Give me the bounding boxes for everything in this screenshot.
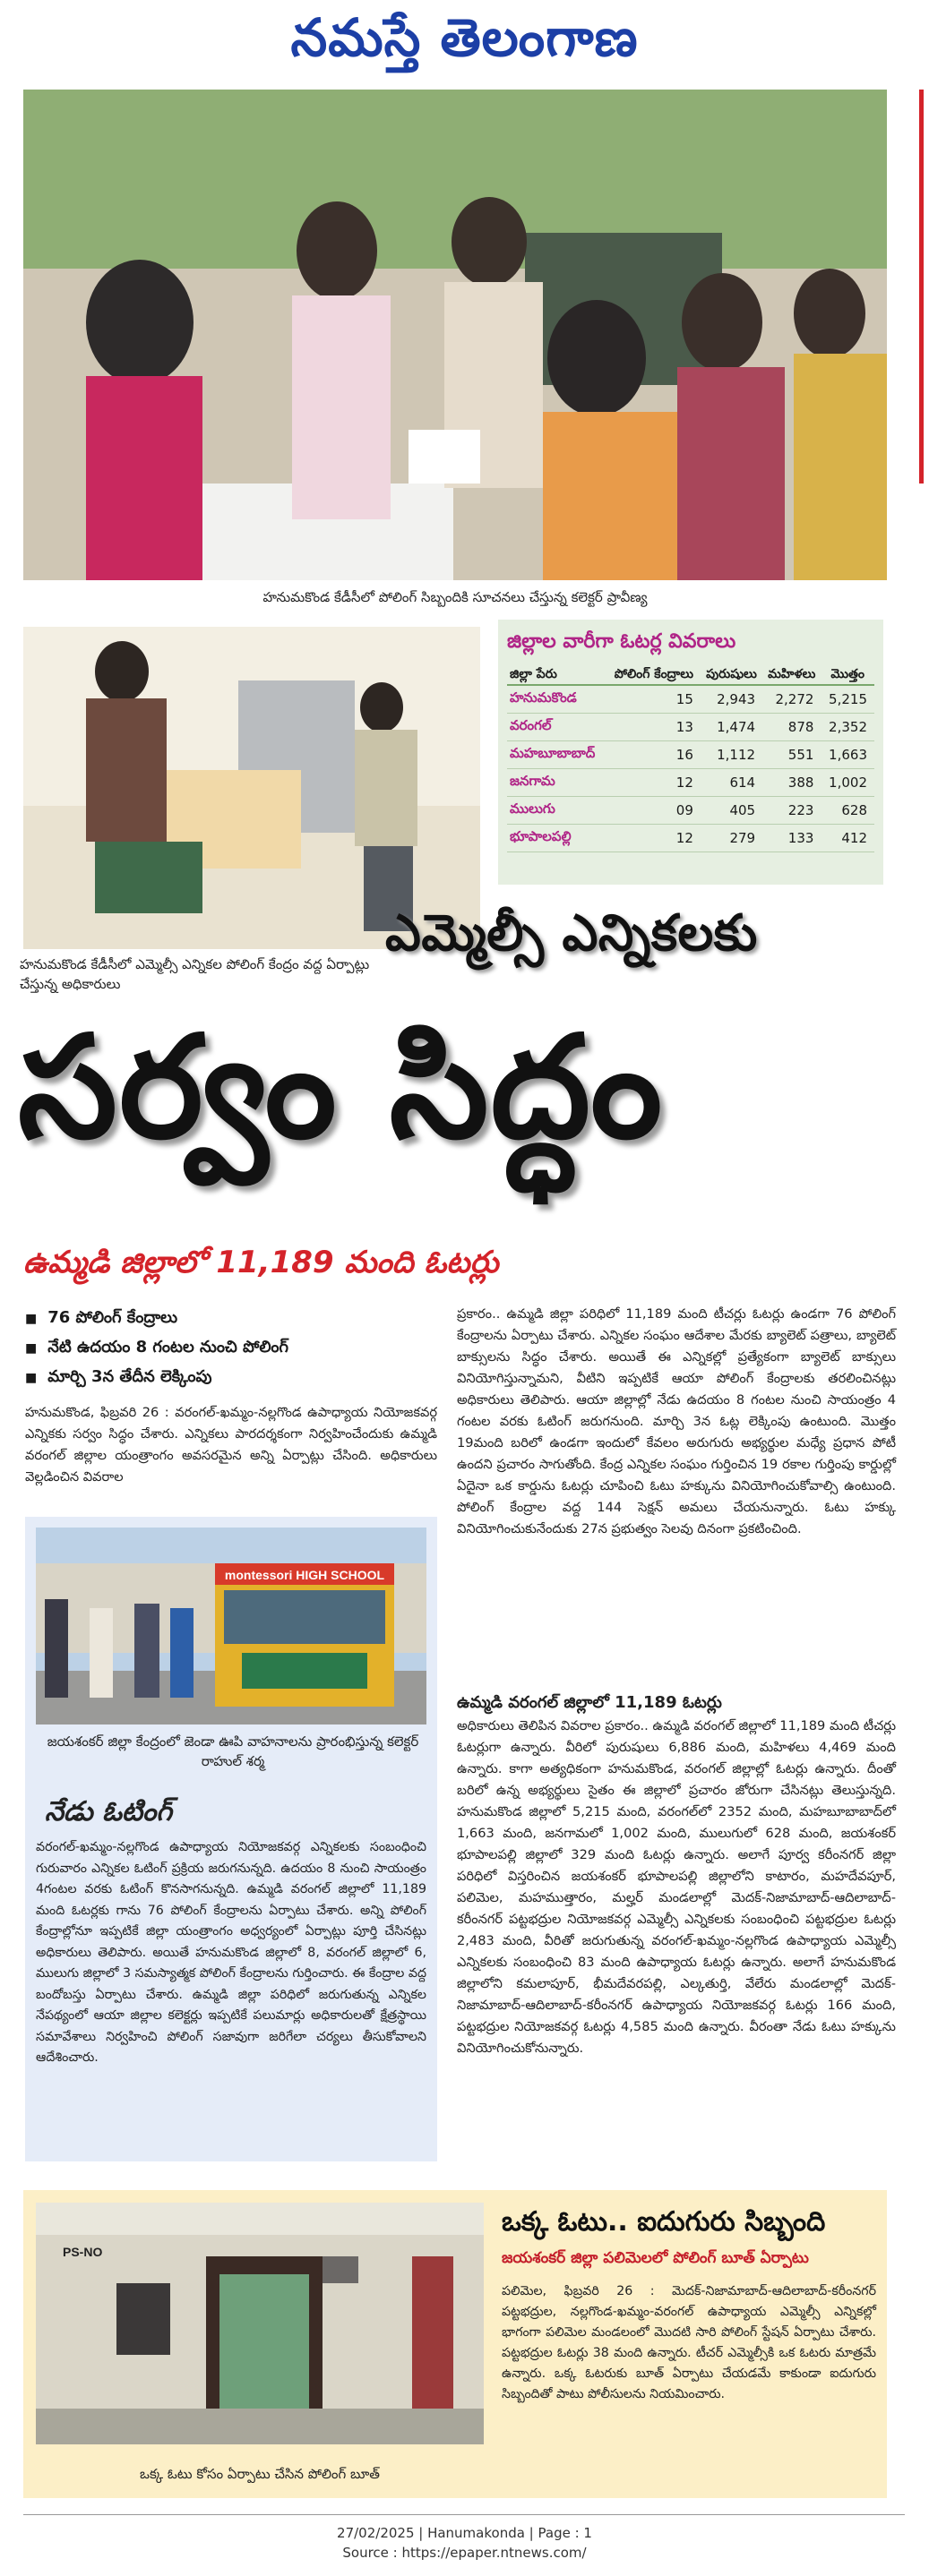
cell-district: మహబూబాబాద్ bbox=[507, 741, 607, 769]
table-row bbox=[507, 797, 874, 825]
cell-centers: 12 bbox=[607, 769, 701, 797]
bullet-item: ■ మార్చి 3న తేదీన లెక్కింపు bbox=[25, 1363, 446, 1392]
cell-centers: 15 bbox=[607, 685, 701, 714]
subheadline: ఎమ్మెల్సీ ఎన్నికలకు bbox=[385, 904, 758, 963]
cell-total: 2,352 bbox=[821, 714, 874, 741]
masthead-title: నమస్తే తెలంగాణ bbox=[290, 6, 639, 68]
cell-centers: 16 bbox=[607, 741, 701, 769]
headline: సర్వం సిద్ధం bbox=[18, 1006, 665, 1170]
intro-paragraph: హనుమకొండ, ఫిబ్రవరి 26 : వరంగల్-ఖమ్మం-నల్లగొండ ఉపాధ్యాయ నియోజకవర్గ ఎన్నికకు సర్వం సిద్ధం చేశారు. ఎన్నికలు పారదర్శకంగా నిర్వహించేందుకు ఉమ్మడి వరంగల్ జిల్లాల యంత్రాంగం అవసరమైన అన్ని ఏర్పాట్లు చేసింది. అధికారులు వెల్లడించిన వివరాల bbox=[25, 1405, 437, 1485]
th-women: మహిళలు bbox=[762, 664, 821, 685]
bus-caption: జయశంకర్ జిల్లా కేంద్రంలో జెండా ఊపి వాహనాలను ప్రారంభిస్తున్న కలెక్టర్ రాహుల్ శర్మ bbox=[47, 1733, 419, 1769]
key-points bbox=[25, 1304, 446, 1392]
voting-today-heading: నేడు ఓటింగ్ bbox=[45, 1796, 172, 1827]
footer-date-line: 27/02/2025 | Hanumakonda | Page : 1 bbox=[337, 2525, 592, 2541]
cell-total: 5,215 bbox=[821, 685, 874, 714]
masthead bbox=[0, 0, 929, 88]
bus-sign: montessori HIGH SCHOOL bbox=[224, 1568, 385, 1582]
cell-women: 551 bbox=[762, 741, 821, 769]
cell-women: 133 bbox=[762, 825, 821, 852]
cell-centers: 13 bbox=[607, 714, 701, 741]
cell-district: హనుమకొండ bbox=[507, 685, 607, 714]
table-row bbox=[507, 825, 874, 852]
table-row bbox=[507, 714, 874, 741]
cell-men: 2,943 bbox=[701, 685, 762, 714]
single-vote-subheading: జయశంకర్ జిల్లా పలిమెలలో పోలింగ్ బూత్ ఏర్పాటు bbox=[502, 2249, 809, 2267]
cell-total: 1,002 bbox=[821, 769, 874, 797]
top-photo-caption: హనుమకొండ కేడీసీలో పోలింగ్ సిబ్బందికి సూచనలు చేస్తున్న కలెక్టర్ ప్రావీణ్య bbox=[262, 589, 648, 605]
footer-rule bbox=[23, 2514, 905, 2515]
th-centers: పోలింగ్ కేంద్రాలు bbox=[607, 664, 701, 685]
cell-district: జనగామ bbox=[507, 769, 607, 797]
cell-district: భూపాలపల్లి bbox=[507, 825, 607, 852]
single-vote-body: పలిమెల, ఫిబ్రవరి 26 : మెదక్-నిజామాబాద్-ఆదిలాబాద్-కరీంనగర్ పట్టభద్రుల, నల్లగొండ-ఖమ్మం-వరంగల్ ఉపాధ్యాయ ఎమ్మెల్సీ ఎన్నికల్లో భాగంగా పలిమెల మండలంలో మొదటి సారి పోలింగ్ స్టేషన్ ఏర్పాటు చేశారు. పట్టభద్రుల ఓటర్లు 38 మంది ఉన్నారు. టీచర్ ఎమ్మెల్సీకి ఒక ఓటరు మాత్రమే ఉన్నారు. ఒక్క ఓటరుకు బూత్ ఏర్పాటు చేయడమే కాకుండా ఐదుగురు సిబ్బందితో పాటు పోలీసులను నియమించారు. bbox=[502, 2284, 876, 2401]
cell-women: 878 bbox=[762, 714, 821, 741]
right-column-paragraph-2: అధికారులు తెలిపిన వివరాల ప్రకారం.. ఉమ్మడి వరంగల్ జిల్లాలో 11,189 మంది టీచర్లు ఓటర్లుగా ఉన్నారు. వీరిలో పురుషులు 6,886 మంది, మహిళలు 4,469 మంది ఉన్నారు. కాగా అత్యధికంగా హనుమకొండ, వరంగల్ జిల్లాల్లో ఓటర్లు ఉన్నారు. దీంతో బరిలో ఉన్న అభ్యర్థులు సైతం ఈ జిల్లాలో ప్రచారం జోరుగా చేసినట్లు తెలుస్తున్నది. హనుమకొండ జిల్లాలో 5,215 మంది, వరంగల్‌లో 2352 మంది, మహబూబాబాద్‌లో 1,663 మంది, జనగామలో 1,002 మంది, ములుగులో 628 మంది, జయశంకర్ భూపాలపల్లి జిల్లాలో 329 మంది ఓటర్లు ఉన్నారు. అలాగే పూర్వ కరీంనగర్ జిల్లా పరిధిలో విస్తరించిన జయశంకర్ భూపాలపల్లి జిల్లాలోని కాటారం, మహదేవపూర్, పలిమెల, మహముత్తారం, మల్హర్ మండలాల్లో మెదక్-నిజామాబాద్-ఆదిలాబాద్-కరీంనగర్ పట్టభద్రుల నియోజకవర్గ ఎమ్మెల్సీ ఎన్నికలకు సంబంధించి పట్టభద్రుల ఓటర్లు 2,483 మంది, వీరితో జరుగుతున్న వరంగల్-ఖమ్మం-నల్లగొండ ఉపాధ్యాయ ఎమ్మెల్సీ ఎన్నికలకు సంబంధించి 83 మంది ఉపాధ్యాయ ఓటర్లు ఉన్నారు. అలాగే హనుమకొండ జిల్లాలోని కమలాపూర్, భీమదేవరపల్లి, ఎల్కతుర్తి, వేలేరు మండలాల్లో మెదక్-నిజామాబాద్-ఆదిలాబాద్-కరీంనగర్ ఉపాధ్యాయ నియోజకవర్గ ఓటర్లు 166 మంది, పట్టభద్రుల నియోజకవర్గ ఓటర్లు 4,585 మంది ఉన్నారు. వీరంతా నేడు ఓటు హక్కును వినియోగించుకోనున్నారు. bbox=[457, 1718, 896, 2056]
cell-men: 1,474 bbox=[701, 714, 762, 741]
booth-caption: ఒక్క ఓటు కోసం ఏర్పాటు చేసిన పోలింగ్ బూత్ bbox=[140, 2466, 380, 2482]
voter-table-box bbox=[498, 620, 883, 885]
th-men: పురుషులు bbox=[701, 664, 762, 685]
cell-men: 405 bbox=[701, 797, 762, 825]
voter-table bbox=[507, 664, 874, 852]
bus-photo bbox=[36, 1528, 426, 1724]
cell-district: వరంగల్ bbox=[507, 714, 607, 741]
bullet-item: ■ నేటి ఉదయం 8 గంటల నుంచి పోలింగ్ bbox=[25, 1333, 446, 1363]
cell-district: ములుగు bbox=[507, 797, 607, 825]
cell-women: 388 bbox=[762, 769, 821, 797]
cell-total: 1,663 bbox=[821, 741, 874, 769]
voter-table-title: జిల్లాల వారీగా ఓటర్ల వివరాలు bbox=[507, 630, 736, 653]
table-row bbox=[507, 685, 874, 714]
th-total: మొత్తం bbox=[821, 664, 874, 685]
kicker: ఉమ్మడి జిల్లాలో 11,189 మంది ఓటర్లు bbox=[23, 1245, 499, 1280]
top-photo bbox=[23, 90, 887, 580]
cell-centers: 12 bbox=[607, 825, 701, 852]
cell-men: 1,112 bbox=[701, 741, 762, 769]
cell-women: 2,272 bbox=[762, 685, 821, 714]
cell-women: 223 bbox=[762, 797, 821, 825]
th-district: జిల్లా పేరు bbox=[507, 664, 607, 685]
cell-total: 412 bbox=[821, 825, 874, 852]
polling-booth-caption: హనుమకొండ కేడీసీలో ఎమ్మెల్సీ ఎన్నికల పోలింగ్ కేంద్రం వద్ద ఏర్పాట్లు చేస్తున్న అధికారులు bbox=[20, 956, 370, 992]
cell-men: 614 bbox=[701, 769, 762, 797]
polling-booth-photo bbox=[23, 627, 480, 949]
booth-sign: PS-NO bbox=[63, 2245, 103, 2259]
footer-source-link[interactable]: Source : https://epaper.ntnews.com/ bbox=[342, 2545, 587, 2561]
right-section-heading: ఉమ్మడి వరంగల్ జిల్లాలో 11,189 ఓటర్లు bbox=[457, 1693, 722, 1712]
accent-bar bbox=[919, 90, 924, 484]
single-vote-heading: ఒక్క ఓటు.. ఐదుగురు సిబ్బంది bbox=[502, 2206, 826, 2238]
table-row bbox=[507, 769, 874, 797]
voting-today-body: వరంగల్-ఖమ్మం-నల్లగొండ ఉపాధ్యాయ నియోజకవర్గ ఎన్నికలకు సంబంధించి గురువారం ఎన్నికల ఓటింగ్ ప్రక్రియ జరుగనున్నది. ఉదయం 8 నుంచి సాయంత్రం 4గంటల వరకు ఓటింగ్ కొనసాగనున్నది. ఉమ్మడి వరంగల్ జిల్లాలో 11,189 మంది ఓటర్లకు గాను 76 పోలింగ్ కేంద్రాలను ఏర్పాటు చేశారు. అన్ని పోలింగ్ కేంద్రాల్లోనూ ఇప్పటికే జిల్లా యంత్రాంగం అధ్వర్యంలో ఏర్పాట్లు పూర్తి చేసినట్లు అధికారులు తెలిపారు. అయితే హనుమకొండ జిల్లాలో 8, వరంగల్ జిల్లాలో 6, ములుగు జిల్లాలో 3 సమస్యాత్మక పోలింగ్ కేంద్రాలను గుర్తించారు. ఈ కేంద్రాల వద్ద బందోబస్తు ఏర్పాటు చేశారు. ఉమ్మడి జిల్లా పరిధిలో జరుగుతున్న ఎన్నికల నేపథ్యంలో ఆయా జిల్లాల కలెక్టర్లు ఇప్పటికే పలుమార్లు అధికారులతో క్షేత్రస్థాయి సమావేశాలు నిర్వహించి పోలింగ్ సజావుగా జరిగేలా చర్యలు తీసుకోవాలని ఆదేశించారు. bbox=[36, 1840, 426, 2065]
cell-men: 279 bbox=[701, 825, 762, 852]
table-row bbox=[507, 741, 874, 769]
right-column-paragraph: ప్రకారం.. ఉమ్మడి జిల్లా పరిధిలో 11,189 మంది టీచర్లు ఓటర్లు ఉండగా 76 పోలింగ్ కేంద్రాలను ఏర్పాటు చేశారు. ఎన్నికల సంఘం ఆదేశాల మేరకు బ్యాలెట్ పత్రాలు, బ్యాలెట్ బాక్సులను సిద్ధం చేశారు. అయితే ఈ ఎన్నికల్లో ప్రత్యేకంగా బ్యాలెట్ బాక్సులు వినియోగిస్తున్నామని, వీటిని ఇప్పటికే ఆయా పోలింగ్ కేంద్రాలకు తరలించినట్లు అధికారులు తెలిపారు. ఆయా జిల్లాల్లో నేడు ఉదయం 8 గంటల నుంచి సాయంత్రం 4 గంటల వరకు ఓటింగ్ జరుగనుంది. మార్చి 3న ఓట్ల లెక్కింపు ఉంటుంది. మొత్తం 19మంది బరిలో ఉండగా ఇందులో కేవలం అరుగురు అభ్యర్థుల మధ్యే ప్రధాన పోటీ ఉందని ప్రచారం సాగుతోంది. కేంద్ర ఎన్నికల సంఘం గుర్తించిన 19 రకాల గుర్తింపు కార్డుల్లో ఏదైనా ఒక కార్డును ఓటర్లు చూపించి ఓటు హక్కును వినియోగించుకోవాల్సి ఉంటుంది. పోలింగ్ కేంద్రాల వద్ద 144 సెక్షన్ అమలు చేయనున్నారు. ఓటు హక్కు వినియోగించుకునేందుకు 27న ప్రభుత్వం సెలవు దినంగా ప్రకటించింది. bbox=[457, 1306, 896, 1536]
cell-centers: 09 bbox=[607, 797, 701, 825]
cell-total: 628 bbox=[821, 797, 874, 825]
footer bbox=[0, 2523, 929, 2563]
bullet-item: ■ 76 పోలింగ్ కేంద్రాలు bbox=[25, 1304, 446, 1333]
booth-photo bbox=[36, 2203, 484, 2444]
